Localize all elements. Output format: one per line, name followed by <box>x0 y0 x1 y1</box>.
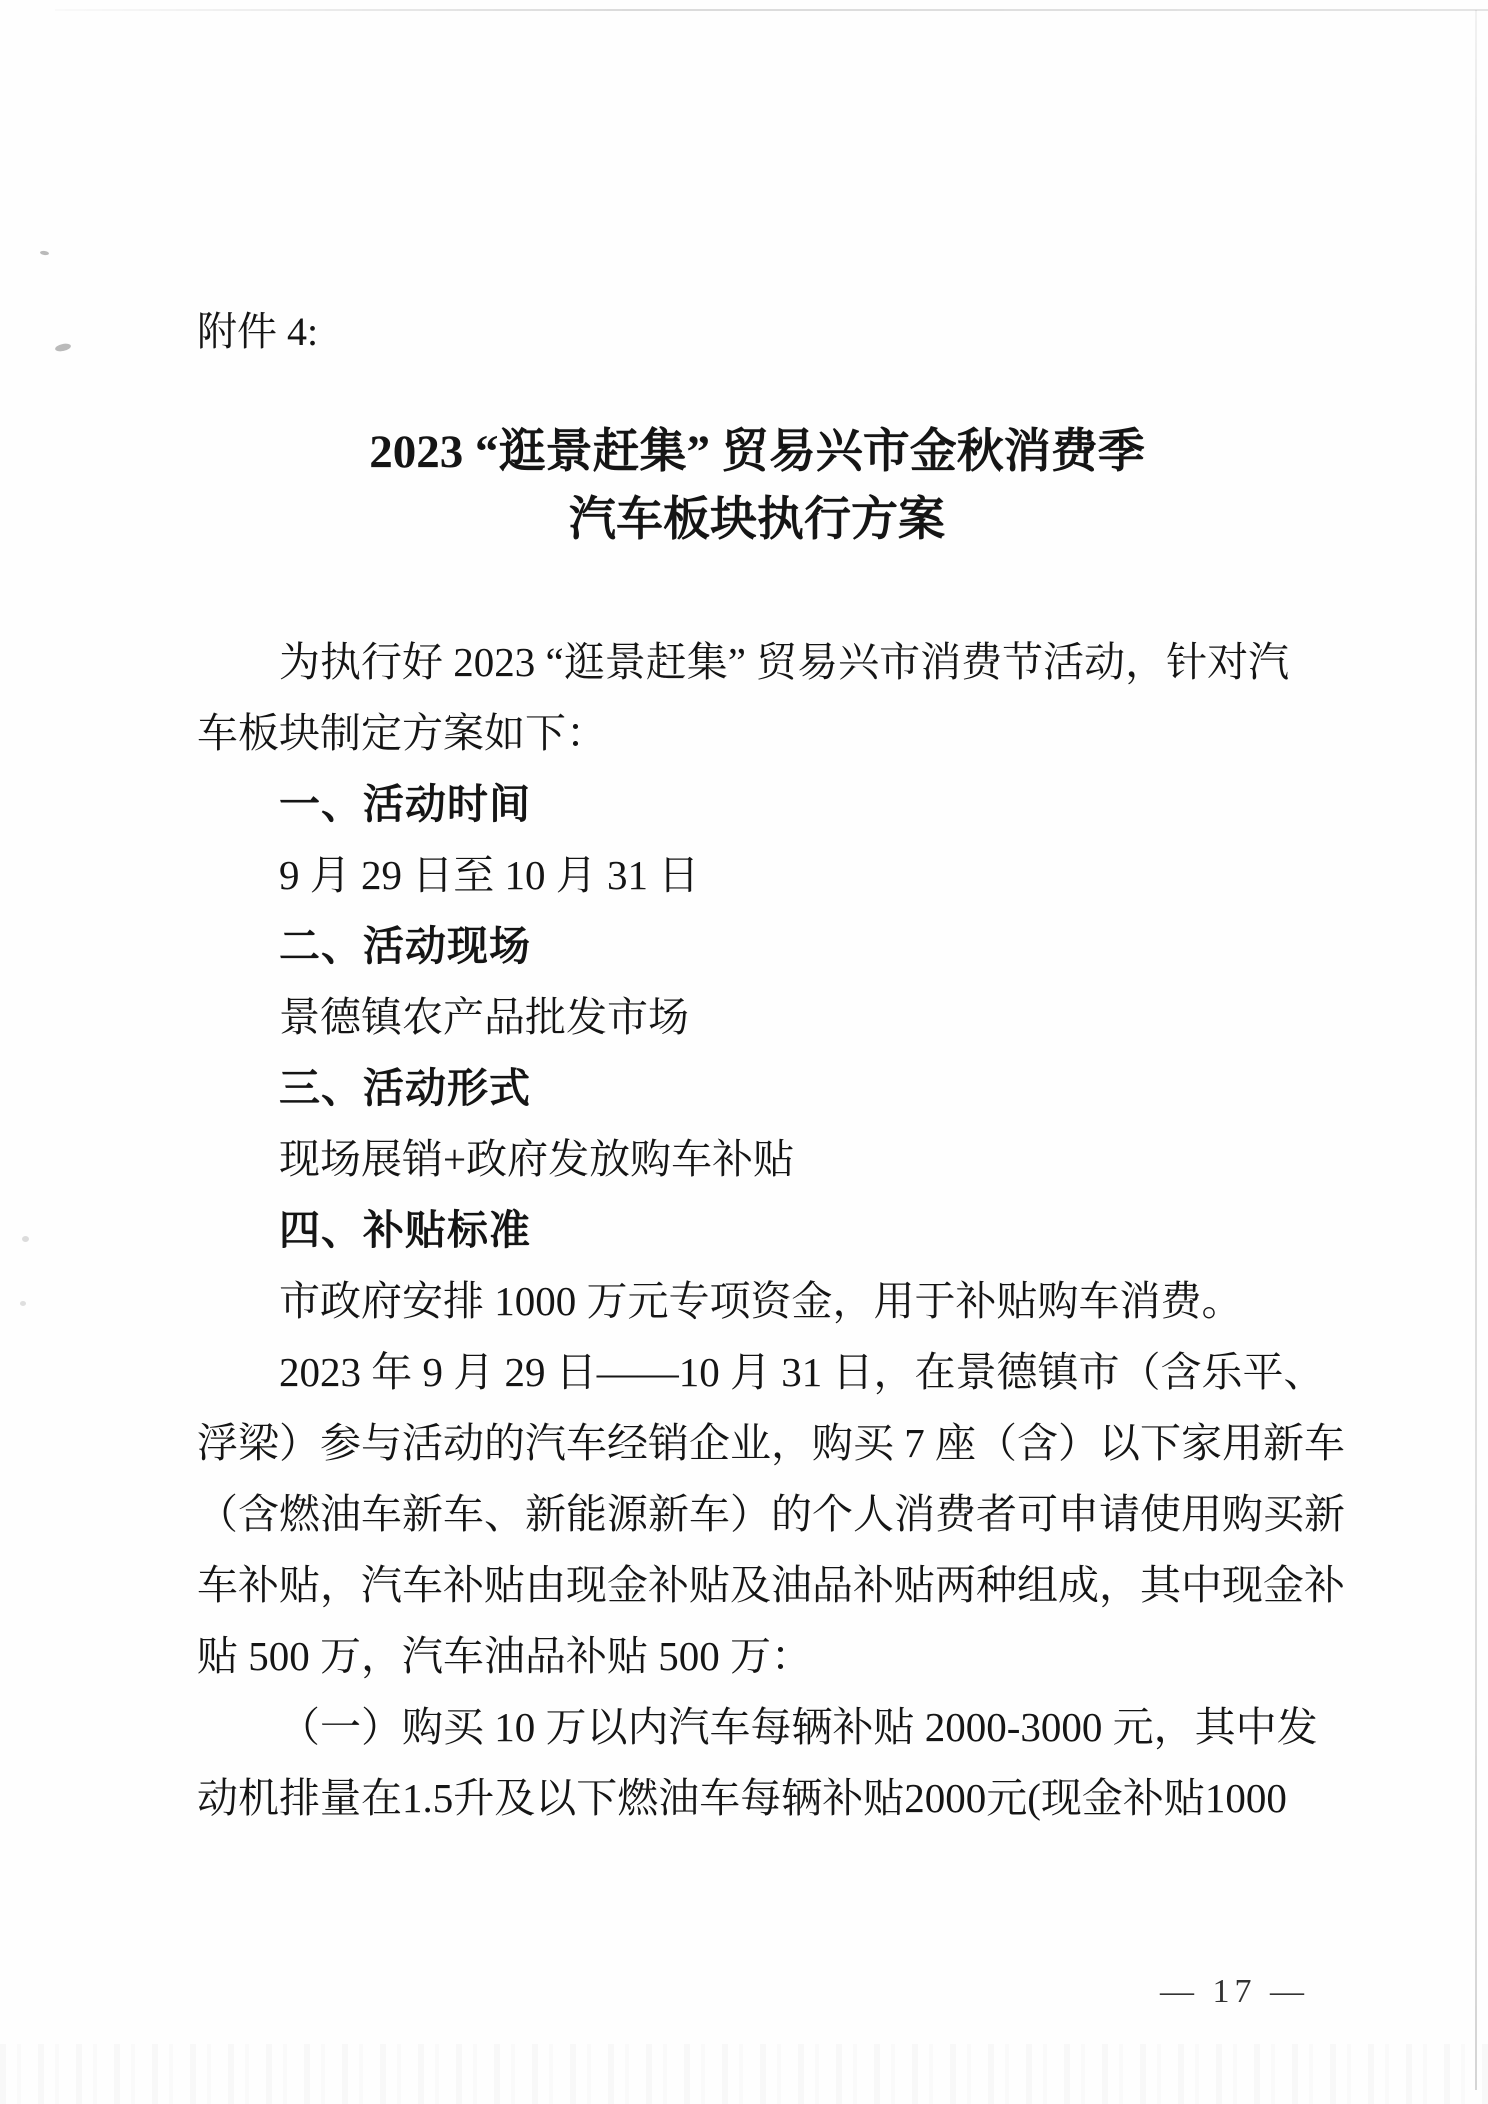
doc-line: 动机排量在1.5升及以下燃油车每辆补贴2000元(现金补贴1000 <box>197 1775 1287 1821</box>
doc-line: 车补贴，汽车补贴由现金补贴及油品补贴两种组成，其中现金补 <box>197 1562 1345 1608</box>
scan-artifact-top-line <box>55 9 1488 11</box>
section-heading: 三、活动形式 <box>279 1065 531 1111</box>
doc-line: 浮梁）参与活动的汽车经销企业，购买 7 座（含）以下家用新车 <box>197 1420 1345 1466</box>
doc-line: （一）购买 10 万以内汽车每辆补贴 2000-3000 元，其中发 <box>279 1704 1318 1750</box>
doc-line: 贴 500 万，汽车油品补贴 500 万： <box>197 1633 812 1679</box>
page-number: — 17 — <box>1160 1973 1309 2010</box>
scan-speck <box>22 1236 29 1242</box>
document-body <box>197 627 1357 1834</box>
document-title-line-2: 汽车板块执行方案 <box>569 494 945 546</box>
doc-line: 9 月 29 日至 10 月 31 日 <box>279 852 700 898</box>
section-heading: 四、补贴标准 <box>279 1207 531 1253</box>
doc-line: 现场展销+政府发放购车补贴 <box>279 1136 795 1182</box>
attachment-label: 附件 4: <box>197 309 319 354</box>
scan-speck <box>54 342 71 352</box>
scan-artifact-right-line <box>1475 10 1477 2090</box>
doc-line: 为执行好 2023 “逛景赶集” 贸易兴市消费节活动，针对汽 <box>279 639 1290 685</box>
doc-line: 市政府安排 1000 万元专项资金，用于补贴购车消费。 <box>279 1278 1243 1324</box>
doc-line: 景德镇农产品批发市场 <box>279 994 689 1040</box>
document-title-line-1: 2023 “逛景赶集” 贸易兴市金秋消费季 <box>369 426 1145 478</box>
doc-line: （含燃油车新车、新能源新车）的个人消费者可申请使用购买新 <box>197 1491 1345 1537</box>
scan-speck <box>40 250 49 255</box>
section-heading: 一、活动时间 <box>279 781 531 827</box>
scan-speck <box>20 1301 26 1306</box>
doc-line: 2023 年 9 月 29 日——10 月 31 日，在景德镇市（含乐平、 <box>279 1349 1325 1395</box>
scan-bottom-noise <box>0 2044 1488 2104</box>
section-heading: 二、活动现场 <box>279 923 531 969</box>
doc-line: 车板块制定方案如下： <box>197 710 607 756</box>
